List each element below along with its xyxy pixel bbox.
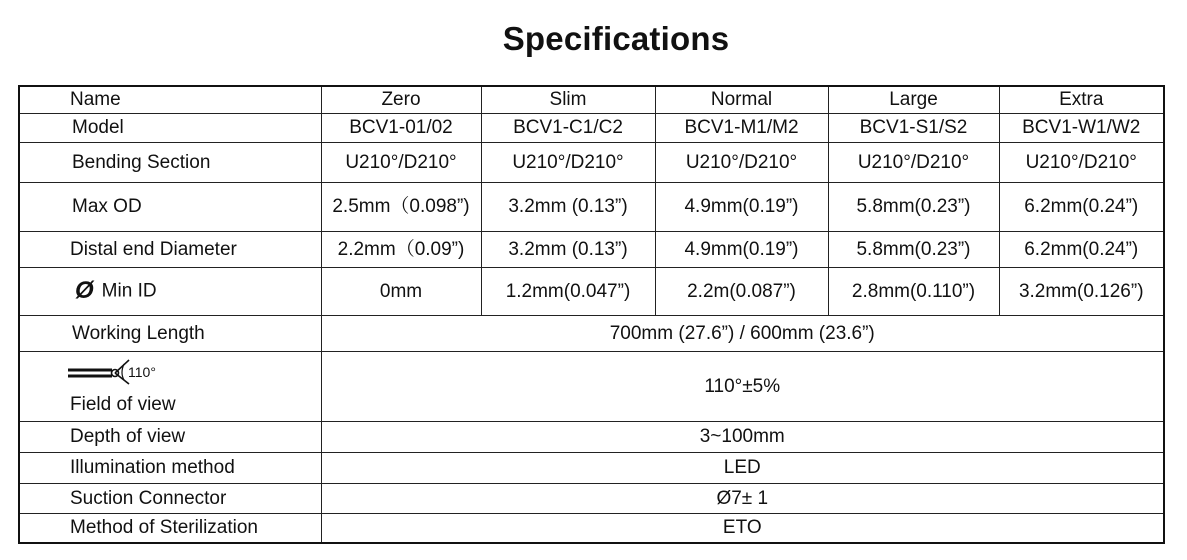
header-large: Large	[828, 86, 999, 113]
bending-zero: U210°/D210°	[321, 142, 481, 182]
row-label: Working Length	[19, 315, 321, 351]
row-label: Distal end Diameter	[19, 231, 321, 267]
header-normal: Normal	[655, 86, 828, 113]
illumination-value: LED	[321, 452, 1164, 483]
model-extra: BCV1-W1/W2	[999, 113, 1164, 142]
model-row	[19, 113, 1164, 142]
specifications-table	[18, 85, 1165, 544]
suction-value: Ø7± 1	[321, 483, 1164, 513]
max-od-slim: 3.2mm (0.13”)	[481, 182, 655, 231]
header-row	[19, 86, 1164, 113]
header-name: Name	[19, 86, 321, 113]
row-label: Suction Connector	[19, 483, 321, 513]
min-id-large: 2.8mm(0.110”)	[828, 267, 999, 315]
bending-normal: U210°/D210°	[655, 142, 828, 182]
min-id-extra: 3.2mm(0.126”)	[999, 267, 1164, 315]
header-zero: Zero	[321, 86, 481, 113]
max-od-normal: 4.9mm(0.19”)	[655, 182, 828, 231]
max-od-zero: 2.5mm（0.098”)	[321, 182, 481, 231]
fov-row	[19, 351, 1164, 421]
row-label: Model	[19, 113, 321, 142]
bending-large: U210°/D210°	[828, 142, 999, 182]
header-extra: Extra	[999, 86, 1164, 113]
row-label: Illumination method	[19, 452, 321, 483]
diameter-icon: Ø	[75, 277, 94, 304]
row-label	[19, 267, 321, 315]
min-id-row	[19, 267, 1164, 315]
row-label-text: Field of view	[70, 393, 176, 415]
row-label-text: Min ID	[101, 280, 157, 302]
max-od-row	[19, 182, 1164, 231]
model-slim: BCV1-C1/C2	[481, 113, 655, 142]
page-title: Specifications	[502, 20, 730, 57]
bending-extra: U210°/D210°	[999, 142, 1164, 182]
model-large: BCV1-S1/S2	[828, 113, 999, 142]
model-zero: BCV1-01/02	[321, 113, 481, 142]
depth-row	[19, 421, 1164, 452]
distal-slim: 3.2mm (0.13”)	[481, 231, 655, 267]
illumination-row	[19, 452, 1164, 483]
distal-row	[19, 231, 1164, 267]
suction-row	[19, 483, 1164, 513]
distal-large: 5.8mm(0.23”)	[828, 231, 999, 267]
bending-slim: U210°/D210°	[481, 142, 655, 182]
sterilization-row	[19, 513, 1164, 543]
working-length-row	[19, 315, 1164, 351]
fov-value: 110°±5%	[321, 351, 1164, 421]
row-label: Bending Section	[19, 142, 321, 182]
max-od-large: 5.8mm(0.23”)	[828, 182, 999, 231]
min-id-slim: 1.2mm(0.047”)	[481, 267, 655, 315]
distal-extra: 6.2mm(0.24”)	[999, 231, 1164, 267]
field-of-view-icon-label: 110°	[128, 363, 156, 380]
depth-value: 3~100mm	[321, 421, 1164, 452]
row-label	[19, 351, 321, 421]
bending-row	[19, 142, 1164, 182]
max-od-extra: 6.2mm(0.24”)	[999, 182, 1164, 231]
model-normal: BCV1-M1/M2	[655, 113, 828, 142]
working-length-value: 700mm (27.6”) / 600mm (23.6”)	[321, 315, 1164, 351]
distal-zero: 2.2mm（0.09”)	[321, 231, 481, 267]
row-label: Depth of view	[19, 421, 321, 452]
distal-normal: 4.9mm(0.19”)	[655, 231, 828, 267]
row-label: Method of Sterilization	[19, 513, 321, 543]
field-of-view-icon	[68, 359, 178, 385]
min-id-zero: 0mm	[321, 267, 481, 315]
header-slim: Slim	[481, 86, 655, 113]
min-id-normal: 2.2m(0.087”)	[655, 267, 828, 315]
row-label: Max OD	[19, 182, 321, 231]
sterilization-value: ETO	[321, 513, 1164, 543]
